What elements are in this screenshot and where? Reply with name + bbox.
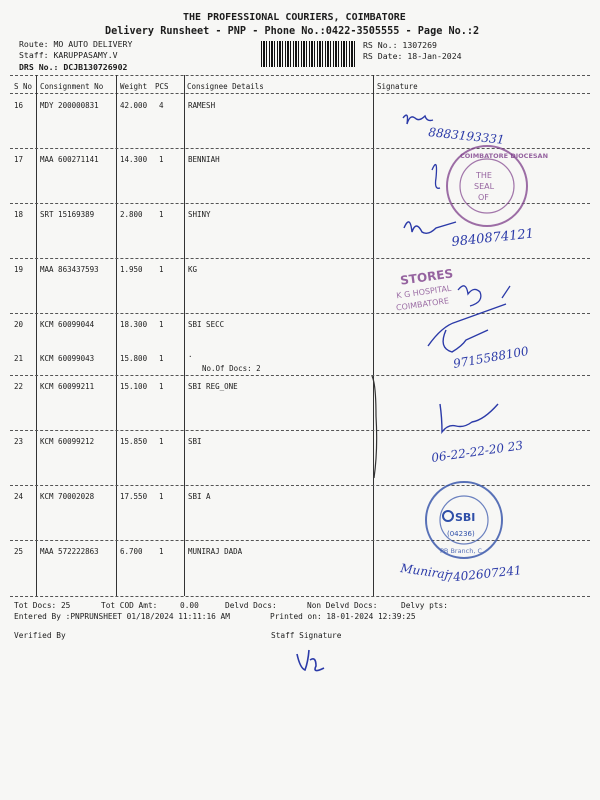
row-19-pcs: 1 — [159, 265, 164, 274]
col-consignment: Consignment No — [40, 82, 104, 91]
stores-stamp-city: COIMBATORE — [395, 296, 450, 313]
total-cod-label: Tot COD Amt: — [101, 601, 158, 610]
row-21-sno: 21 — [14, 354, 24, 363]
row-24-pcs: 1 — [159, 492, 164, 501]
row-18-pcs: 1 — [159, 210, 164, 219]
phone-20: 9715588100 — [452, 343, 530, 371]
row-16-consignment: MDY 200000831 — [40, 101, 99, 110]
diocesan-of: OF — [478, 193, 489, 202]
row-21-pcs: 1 — [159, 354, 164, 363]
row-18-weight: 2.800 — [120, 210, 143, 219]
company-name: THE PROFESSIONAL COURIERS, COIMBATORE — [183, 12, 406, 23]
staff-signature — [297, 650, 324, 671]
row-24-consignee: SBI A — [188, 492, 211, 501]
signature-25: Muniraj — [399, 561, 450, 582]
delivery-points: Delvy pts: — [401, 601, 448, 610]
row-21-doc-count: No.Of Docs: 2 — [202, 364, 261, 373]
entered-by: Entered By :PNPRUNSHEET 01/18/2024 11:11:16 AM — [14, 612, 230, 621]
verified-by: Verified By — [14, 631, 66, 640]
row-22-pcs: 1 — [159, 382, 164, 391]
col-signature: Signature — [377, 82, 418, 91]
rs-number: RS No.: 1307269 — [363, 40, 437, 50]
row-21-weight: 15.800 — [120, 354, 148, 363]
signature-row-16 — [403, 115, 505, 147]
row-19-consignment: MAA 863437593 — [40, 265, 99, 274]
row-22-sno: 22 — [14, 382, 24, 391]
row-20-consignment: KCM 60099044 — [40, 320, 95, 329]
diocesan-stamp-ring: COIMBATORE DIOCESAN — [460, 152, 549, 160]
row-23-weight: 15.850 — [120, 437, 148, 446]
row-16-weight: 42.000 — [120, 101, 148, 110]
row-19-sno: 19 — [14, 265, 24, 274]
route-label: Route: MO AUTO DELIVERY — [19, 39, 133, 49]
row-17-consignment: MAA 600271141 — [40, 155, 99, 164]
row-19-weight: 1.950 — [120, 265, 143, 274]
row-16-pcs: 4 — [159, 101, 164, 110]
drs-number: DRS No.: DCJB130726902 — [19, 62, 128, 72]
row-17-pcs: 1 — [159, 155, 164, 164]
row-21-consignment: KCM 60099043 — [40, 354, 95, 363]
row-20-sno: 20 — [14, 320, 24, 329]
diocesan-seal: SEAL — [474, 182, 495, 191]
row-23-consignee: SBI — [188, 437, 202, 446]
row-24-consignment: KCM 70002028 — [40, 492, 95, 501]
row-25-consignee: MUNIRAJ DADA — [188, 547, 243, 556]
signature-row-18 — [404, 222, 535, 250]
stores-stamp-hospital: K G HOSPITAL — [395, 283, 452, 301]
sbi-stamp — [426, 482, 502, 558]
sbi-stamp-logo: SBI — [455, 511, 476, 524]
col-sno: S No — [14, 82, 33, 91]
row-23-sno: 23 — [14, 437, 24, 446]
diocesan-the: THE — [476, 171, 492, 180]
row-24-weight: 17.550 — [120, 492, 148, 501]
row-18-consignment: SRT 15169389 — [40, 210, 95, 219]
staff-label: Staff: KARUPPASAMY.V — [19, 50, 118, 60]
row-16-sno: 16 — [14, 101, 24, 110]
row-17-consignee: BENNIAH — [188, 155, 220, 164]
non-delivered-docs: Non Delvd Docs: — [307, 601, 378, 610]
signature-row-22 — [372, 376, 524, 478]
date-22: 06-22-22-20 23 — [430, 438, 524, 465]
row-17-sno: 17 — [14, 155, 24, 164]
sbi-stamp-code: (04236) — [447, 530, 475, 538]
row-18-sno: 18 — [14, 210, 24, 219]
row-17-weight: 14.300 — [120, 155, 148, 164]
total-cod-amount: 0.00 — [180, 601, 199, 610]
row-18-consignee: SHINY — [188, 210, 211, 219]
stores-stamp-title: STORES — [399, 266, 454, 288]
row-23-consignment: KCM 60099212 — [40, 437, 95, 446]
row-23-pcs: 1 — [159, 437, 164, 446]
sbi-stamp-branch: PB Branch, C. — [440, 547, 485, 555]
row-22-consignee: SBI REG_ONE — [188, 382, 238, 391]
row-19-consignee: KG — [188, 265, 198, 274]
row-22-weight: 15.100 — [120, 382, 148, 391]
staff-signature-label: Staff Signature — [271, 631, 342, 640]
col-pcs: PCS — [155, 82, 169, 91]
row-25-consignment: MAA 572222863 — [40, 547, 99, 556]
row-22-consignment: KCM 60099211 — [40, 382, 95, 391]
rs-date: RS Date: 18-Jan-2024 — [363, 51, 462, 61]
row-20-pcs: 1 — [159, 320, 164, 329]
row-25-weight: 6.700 — [120, 547, 143, 556]
row-24-sno: 24 — [14, 492, 24, 501]
total-docs: Tot Docs: 25 — [14, 601, 71, 610]
stores-stamp — [391, 266, 457, 312]
col-consignee: Consignee Details — [187, 82, 264, 91]
signature-row-25 — [399, 561, 523, 585]
delivered-docs: Delvd Docs: — [225, 601, 277, 610]
diocesan-stamp — [432, 146, 548, 226]
row-20-consignee: SBI SECC — [188, 320, 225, 329]
runsheet-title: Delivery Runsheet - PNP - Phone No.:0422-3505555 - Page No.:2 — [105, 26, 480, 37]
phone-16: 8883193331 — [427, 125, 506, 147]
signature-row-20 — [428, 304, 530, 371]
phone-25: 7402607241 — [444, 563, 523, 585]
col-weight: Weight — [120, 82, 148, 91]
row-16-consignee: RAMESH — [188, 101, 216, 110]
row-25-pcs: 1 — [159, 547, 164, 556]
phone-18: 9840874121 — [450, 226, 535, 250]
row-20-weight: 18.300 — [120, 320, 148, 329]
printed-on: Printed on: 18-01-2024 12:39:25 — [270, 612, 416, 621]
row-21-consignee: . — [188, 350, 193, 359]
row-25-sno: 25 — [14, 547, 24, 556]
